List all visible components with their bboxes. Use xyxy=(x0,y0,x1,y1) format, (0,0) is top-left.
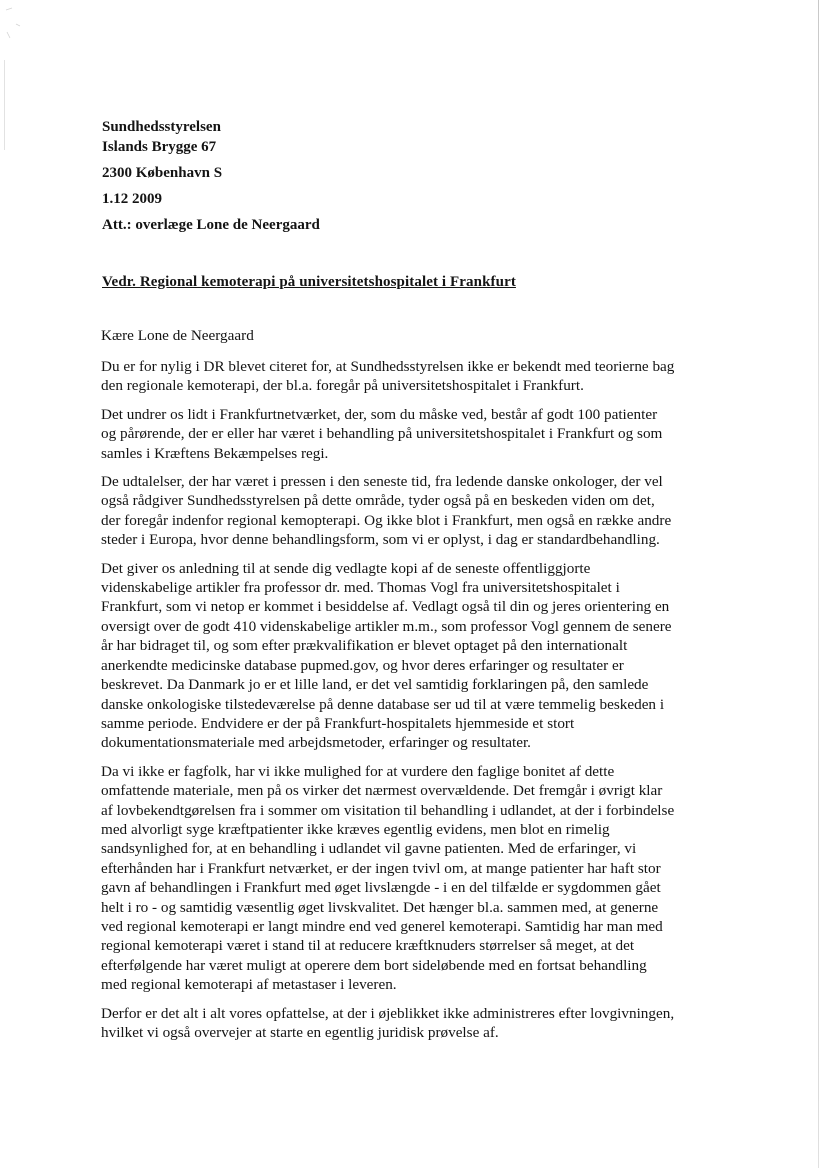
scan-edge-line xyxy=(818,0,819,1168)
body-line: Det undrer os lidt i Frankfurtnetværket, der, som du måske ved, består af godt 100 patienter xyxy=(101,405,658,423)
scan-edge-line-left xyxy=(4,60,5,150)
body-line: regional kemoterapi været i stand til at reducere kræftknuders størrelser så meget, at det xyxy=(101,937,635,955)
body-paragraph xyxy=(101,1004,726,1043)
body-line: med regional kemoterapi af metastaser i leveren. xyxy=(101,976,397,994)
body-line: ved regional kemoterapi er langt mindre end ved generel kemoterapi. Samtidig har man med xyxy=(101,917,663,935)
body-line: med alvorligt syge kræftpatienter ikke kræves egentlig evidens, men blot en rimelig xyxy=(101,820,610,838)
body-line: Det giver os anledning til at sende dig vedlagte kopi af de seneste offentliggjorte xyxy=(101,559,591,577)
body-line: samme periode. Endvidere er der på Frankfurt-hospitalets hjemmeside et stort xyxy=(101,714,575,732)
recipient-address-block xyxy=(102,117,320,235)
body-line: gavn af behandlingen i Frankfurt med øget livslængde - i en del tilfælde er sygdommen gået xyxy=(101,879,661,897)
body-line: videnskabelige artikler fra professor dr. med. Thomas Vogl fra universitetshospitalet i xyxy=(101,579,620,597)
body-line: og pårørende, der er eller har været i behandling på universitetshospitalet i Frankfurt og som xyxy=(101,425,663,443)
scan-speck-mark xyxy=(4,4,34,44)
salutation: Kære Lone de Neergaard xyxy=(101,327,254,344)
body-line: samles i Kræftens Bekæmpelses regi. xyxy=(101,444,329,462)
body-line: også rådgiver Sundhedsstyrelsen på dette område, tyder også på en beskeden viden om det, xyxy=(101,492,655,510)
body-line: De udtalelser, der har været i pressen i den seneste tid, fra ledende danske onkologer, der vel xyxy=(101,473,663,491)
recipient-city: 2300 København S xyxy=(102,165,223,181)
body-paragraph xyxy=(101,472,726,550)
body-paragraph xyxy=(101,405,726,463)
body-line: dokumentationsmateriale med arbejdsmetoder, erfaringer og resultater. xyxy=(101,734,531,752)
body-line: sandsynlighed for, at en behandling i udlandet vil gavne patienten. Med de erfaringer, vi xyxy=(101,840,637,858)
attention-line: Att.: overlæge Lone de Neergaard xyxy=(102,217,320,233)
letter-body xyxy=(101,357,726,1051)
body-line: Du er for nylig i DR blevet citeret for, at Sundhedsstyrelsen ikke er bekendt med teorierne bag xyxy=(101,358,675,375)
body-line: oversigt over de godt 410 videnskabelige artikler m.m., som professor Vogl gennem de senere xyxy=(101,617,672,635)
body-line: anerkendte medicinske database pupmed.gov, og hvor deres erfaringer og resultater er xyxy=(101,656,624,674)
body-line: hvilket vi også overvejer at starte en egentlig juridisk prøvelse af. xyxy=(101,1024,499,1041)
recipient-street: Islands Brygge 67 xyxy=(102,139,217,155)
body-line: Derfor er det alt i alt vores opfattelse, at der i øjeblikket ikke administreres efter lovgivningen, xyxy=(101,1004,675,1022)
body-line: danske onkologiske tilstedeværelse på denne database ser ud til at være temmelig beskeden i xyxy=(101,695,665,713)
body-line: den regionale kemoterapi, der bl.a. foregår på universitetshospitalet i Frankfurt. xyxy=(101,377,584,395)
recipient-org: Sundhedsstyrelsen xyxy=(102,119,221,135)
body-line: omfattende materiale, men på os virker det nærmest overvældende. Det fremgår i øvrigt klar xyxy=(101,782,663,800)
body-line: beskrevet. Da Danmark jo er et lille land, er det vel samtidig forklaringen på, den samlede xyxy=(101,676,649,694)
body-line: af lovbekendtgørelsen fra i sommer om visitation til behandling i udlandet, at der i forbindelse xyxy=(101,801,675,819)
body-line: efterfølgende har været muligt at operere dem bort sideløbende med en fortsat behandling xyxy=(101,956,647,974)
body-line: Frankfurt, som vi netop er kommet i besiddelse af. Vedlagt også til din og jeres orientering en xyxy=(101,598,670,616)
body-paragraph xyxy=(101,559,726,753)
body-line: der foregår indenfor regional kemopterapi. Og ikke blot i Frankfurt, men også en række andre xyxy=(101,511,672,529)
body-line: år har bidraget til, og som efter prækvalifikation er blevet optaget på den internationalt xyxy=(101,637,628,655)
body-paragraph xyxy=(101,762,726,995)
body-line: steder i Europa, hvor denne behandlingsform, som vi er oplyst, i dag er standardbehandling. xyxy=(101,531,660,549)
body-paragraph xyxy=(101,357,726,396)
subject-line: Vedr. Regional kemoterapi på universitetshospitalet i Frankfurt xyxy=(102,274,516,290)
body-line: helt i ro - og samtidig væsentlig øget livskvalitet. Det hænger bl.a. sammen med, at generne xyxy=(101,898,659,916)
letter-date: 1.12 2009 xyxy=(102,191,162,207)
body-line: efterhånden har i Frankfurt netværket, er der ingen tvivl om, at mange patienter har haft stor xyxy=(101,859,661,877)
body-line: Da vi ikke er fagfolk, har vi ikke mulighed for at vurdere den faglige bonitet af dette xyxy=(101,762,615,780)
